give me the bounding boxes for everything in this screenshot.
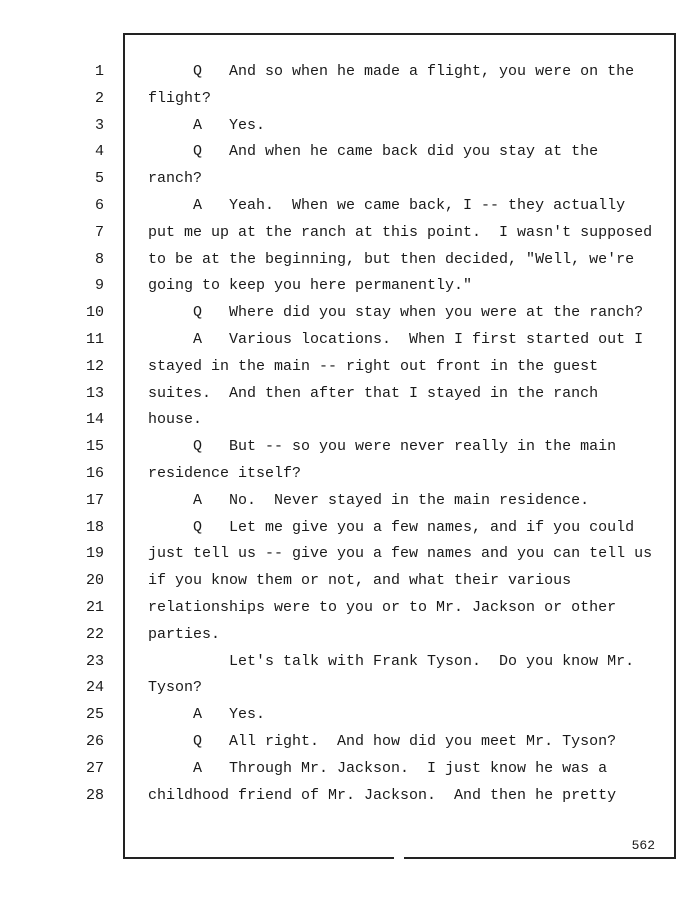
line-number: 7: [94, 223, 104, 241]
transcript-line: A Through Mr. Jackson. I just know he was a: [148, 759, 608, 777]
line-number: 1: [94, 63, 104, 80]
bottom-rule-right: [404, 857, 674, 859]
transcript-line: Q And when he came back did you stay at the: [148, 143, 599, 161]
line-number: 8: [94, 250, 104, 268]
bottom-rule-left: [123, 857, 394, 859]
line-number: 2: [94, 89, 104, 107]
line-number: 22: [85, 625, 104, 643]
transcript-line: A Yes.: [148, 706, 266, 724]
transcript-line: Let's talk with Frank Tyson. Do you know Mr.: [148, 652, 635, 670]
transcript-line: A Yeah. When we came back, I -- they actually: [148, 197, 626, 214]
transcript-line: Q All right. And how did you meet Mr. Tyson?: [148, 733, 617, 750]
transcript-line: residence itself?: [148, 465, 302, 482]
line-number: 6: [94, 197, 104, 214]
transcript-line: just tell us -- give you a few names and you can tell us: [148, 545, 653, 563]
line-number: 28: [85, 786, 104, 804]
line-number: 19: [85, 545, 104, 563]
transcript-line: Q Let me give you a few names, and if you could: [148, 518, 635, 536]
transcript-line: A Various locations. When I first started out I: [148, 331, 644, 348]
transcript-line: Tyson?: [148, 679, 203, 697]
line-number: 18: [85, 518, 104, 536]
transcript-line: Q But -- so you were never really in the main: [148, 438, 617, 456]
line-number: 4: [94, 143, 104, 161]
transcript-line: relationships were to you or to Mr. Jackson or other: [148, 599, 617, 616]
transcript-line: A No. Never stayed in the main residence.: [148, 491, 590, 509]
page-number: 562: [631, 838, 655, 853]
line-number: 9: [94, 277, 104, 295]
transcript-line: stayed in the main -- right out front in the guest: [148, 357, 599, 375]
transcript-line: to be at the beginning, but then decided, "Well, we're: [148, 250, 635, 268]
line-number: 24: [85, 679, 104, 697]
transcript-line: ranch?: [148, 170, 203, 188]
line-number: 12: [85, 357, 104, 375]
transcript-line: Q And so when he made a flight, you were on the: [148, 63, 635, 80]
transcript-line: A Yes.: [148, 116, 266, 134]
line-number: 27: [85, 759, 104, 777]
transcript-line: put me up at the ranch at this point. I wasn't supposed: [148, 223, 653, 241]
line-number: 11: [85, 331, 104, 348]
transcript-line: parties.: [148, 625, 221, 643]
line-number: 3: [94, 116, 104, 134]
line-number: 25: [85, 706, 104, 724]
line-number: 13: [85, 384, 104, 402]
transcript-line: childhood friend of Mr. Jackson. And then he pretty: [148, 786, 617, 804]
line-number: 16: [85, 465, 104, 482]
transcript-line: if you know them or not, and what their various: [148, 572, 572, 590]
transcript-line: suites. And then after that I stayed in the ranch: [148, 384, 599, 402]
transcript-line: going to keep you here permanently.": [148, 277, 473, 295]
line-number: 23: [85, 652, 104, 670]
line-number: 15: [85, 438, 104, 456]
transcript-line: Q Where did you stay when you were at the ranch?: [148, 304, 644, 322]
line-number: 21: [85, 599, 104, 616]
line-number: 14: [85, 411, 104, 429]
line-number: 5: [94, 170, 104, 188]
transcript-line: house.: [148, 411, 203, 429]
line-number: 20: [85, 572, 104, 590]
line-number: 10: [85, 304, 104, 322]
transcript-line: flight?: [148, 89, 212, 107]
line-number: 26: [85, 733, 104, 750]
line-number: 17: [85, 491, 104, 509]
